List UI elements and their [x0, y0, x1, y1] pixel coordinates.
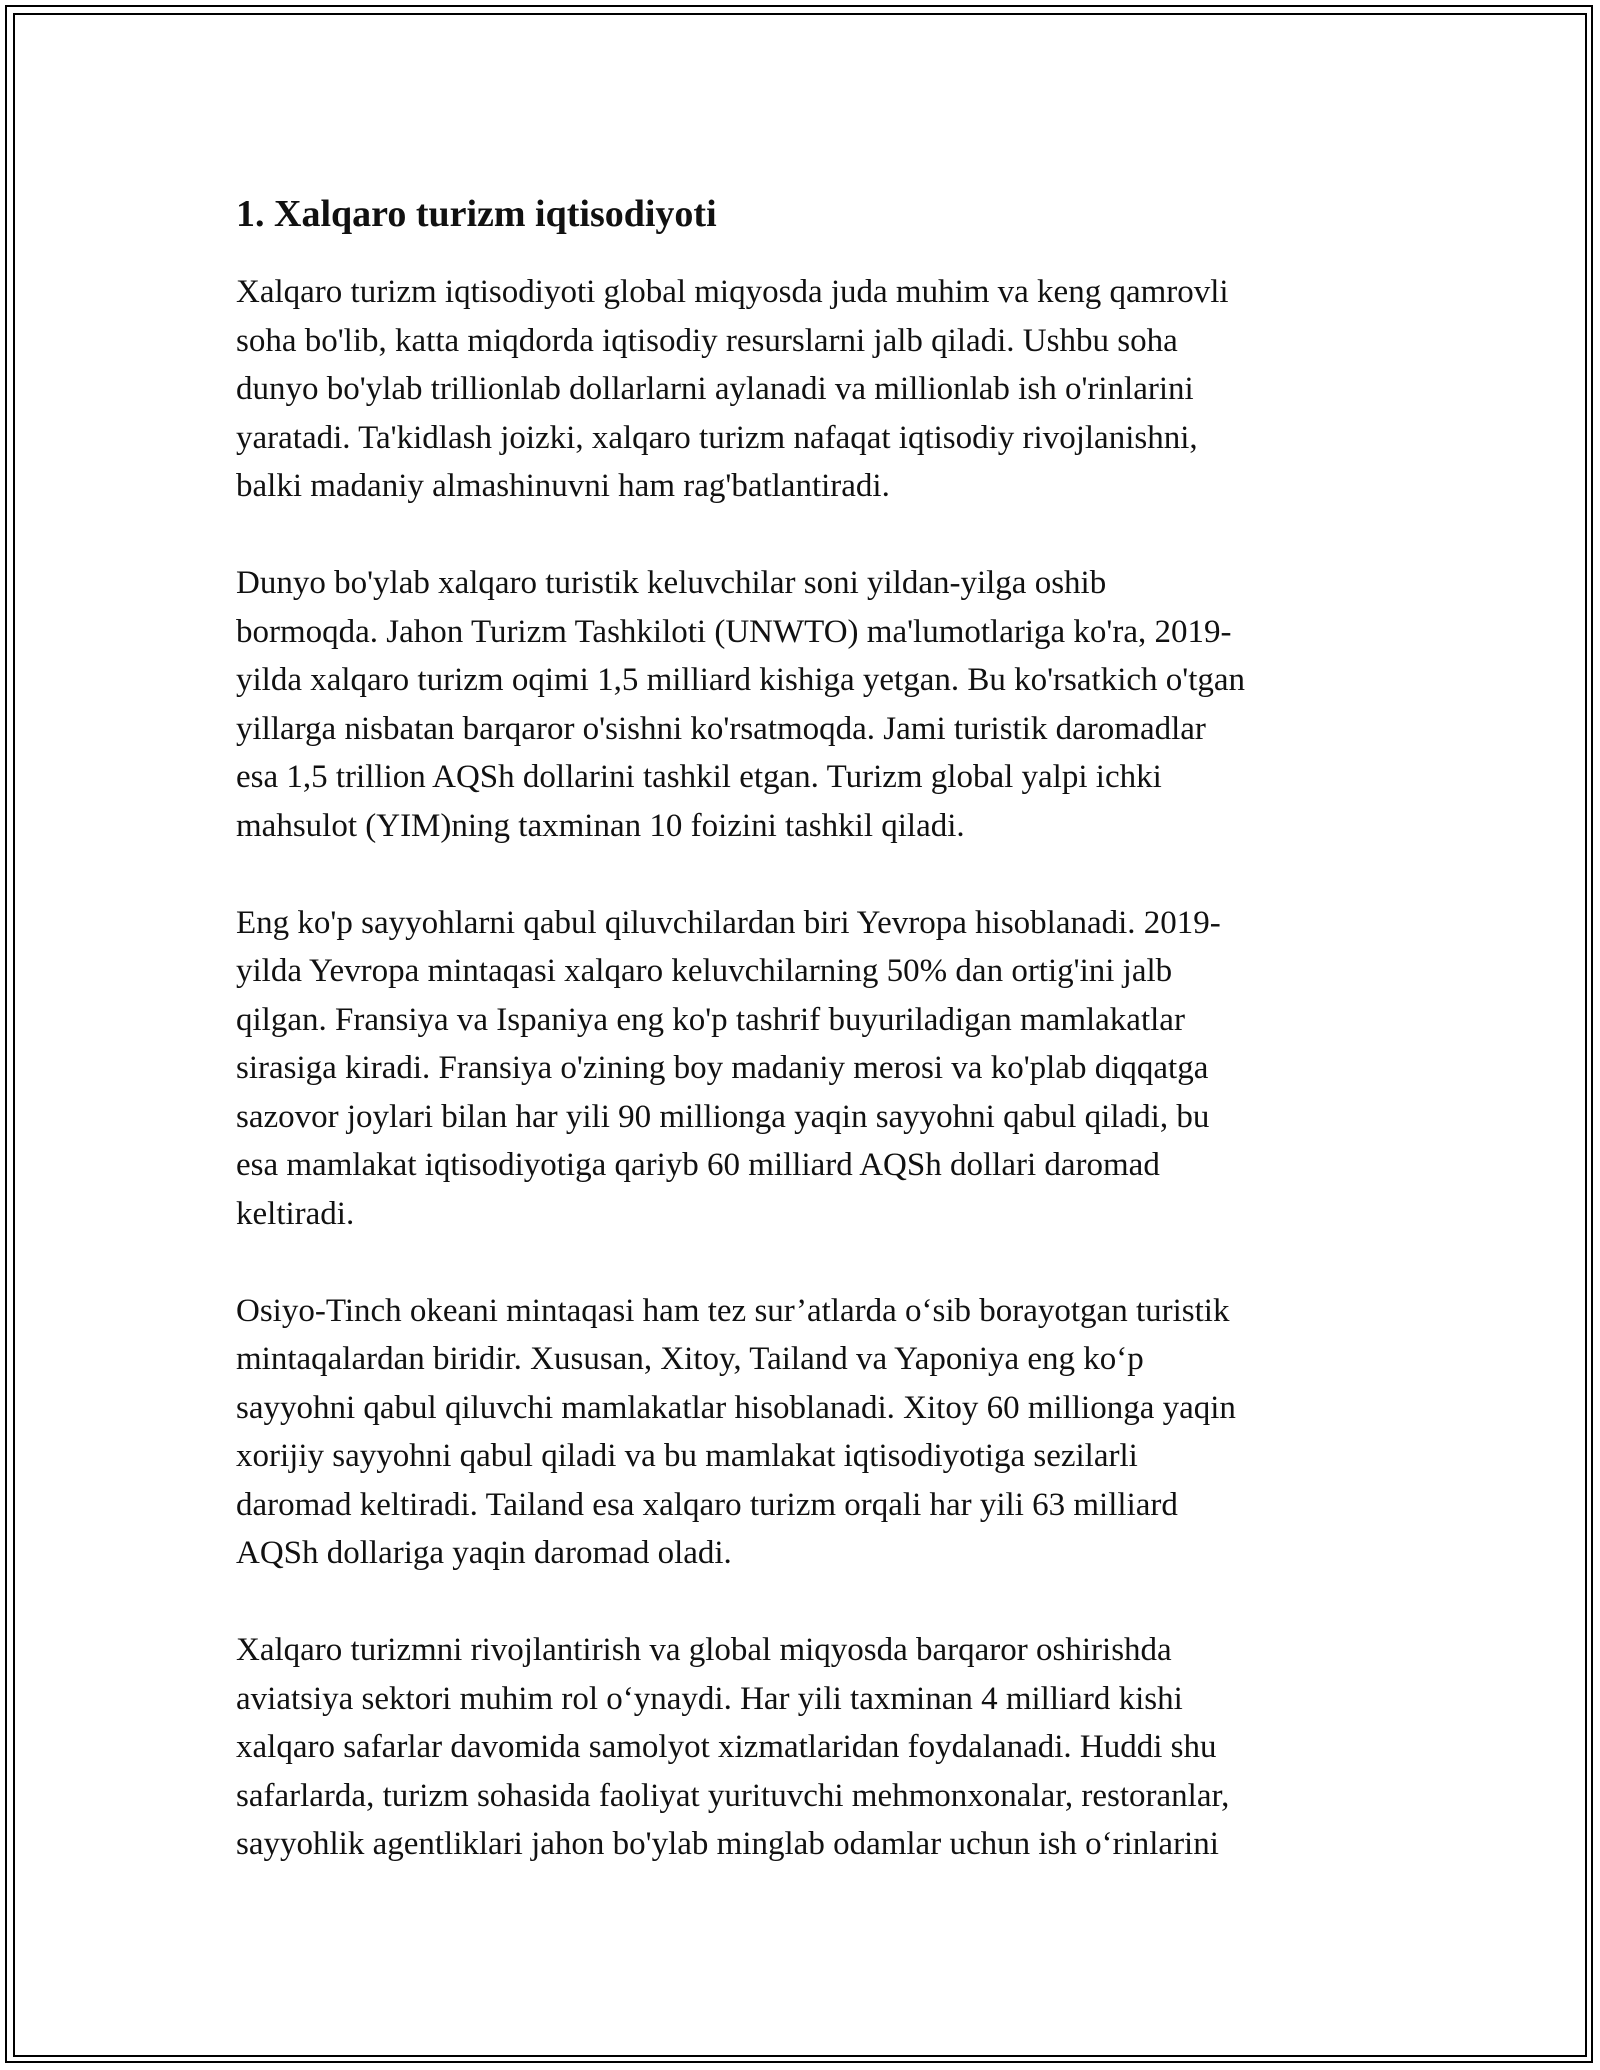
paragraph-3: Eng ko'p sayyohlarni qabul qiluvchilardan biri Yevropa hisoblanadi. 2019- yilda Yevropa mintaqasi xalqaro keluvchilarning 50% dan ortig'ini jalb qilgan. Fransiya va Ispaniya eng ko'p tashrif buyuriladigan mamlakatlar sirasiga kiradi. Fransiya o'zining boy madaniy merosi va ko'plab diqqatga sazovor joylari bilan har yili 90 millionga yaqin sayyohni qabul qiladi, bu esa mamlakat iqtisodiyotiga qariyb 60 milliard AQSh dollari daromad keltiradi.	[236, 904, 1221, 1232]
paragraph-5: Xalqaro turizmni rivojlantirish va global miqyosda barqaror oshirishda aviatsiya sektori muhim rol o‘ynaydi. Har yili taxminan 4 milliard kishi xalqaro safarlar davomida samolyot xizmatlaridan foydalanadi. Huddi shu safarlarda, turizm sohasida faoliyat yurituvchi mehmonxonalar, restoranlar, sayyohlik agentliklari jahon bo'ylab minglab odamlar uchun ish o‘rinlarini	[236, 1632, 1230, 1862]
paragraph-4: Osiyo-Tinch okeani mintaqasi ham tez sur’atlarda o‘sib borayotgan turistik mintaqalardan biridir. Xususan, Xitoy, Tailand va Yaponiya eng ko‘p sayyohni qabul qiluvchi mamlakatlar hisoblanadi. Xitoy 60 millionga yaqin xorijiy sayyohni qabul qiladi va bu mamlakat iqtisodiyotiga sezilarli daromad keltiradi. Tailand esa xalqaro turizm orqali har yili 63 milliard AQSh dollariga yaqin daromad oladi.	[236, 1292, 1236, 1571]
document-body	[236, 186, 1376, 1917]
paragraph-2: Dunyo bo'ylab xalqaro turistik keluvchilar soni yildan-yilga oshib bormoqda. Jahon Turizm Tashkiloti (UNWTO) ma'lumotlariga ko'ra, 2019- yilda xalqaro turizm oqimi 1,5 milliard kishiga yetgan. Bu ko'rsatkich o'tgan yillarga nisbatan barqaror o'sishni ko'rsatmoqda. Jami turistik daromadlar esa 1,5 trillion AQSh dollarini tashkil etgan. Turizm global yalpi ichki mahsulot (YIM)ning taxminan 10 foizini tashkil qiladi.	[236, 565, 1246, 844]
section-title: 1. Xalqaro turizm iqtisodiyoti	[236, 193, 717, 235]
paragraph-1: Xalqaro turizm iqtisodiyoti global miqyosda juda muhim va keng qamrovli soha bo'lib, katta miqdorda iqtisodiy resurslarni jalb qiladi. Ushbu soha dunyo bo'ylab trillionlab dollarlarni aylanadi va millionlab ish o'rinlarini yaratadi. Ta'kidlash joizki, xalqaro turizm nafaqat iqtisodiy rivojlanishni, balki madaniy almashinuvni ham rag'batlantiradi.	[236, 274, 1229, 504]
